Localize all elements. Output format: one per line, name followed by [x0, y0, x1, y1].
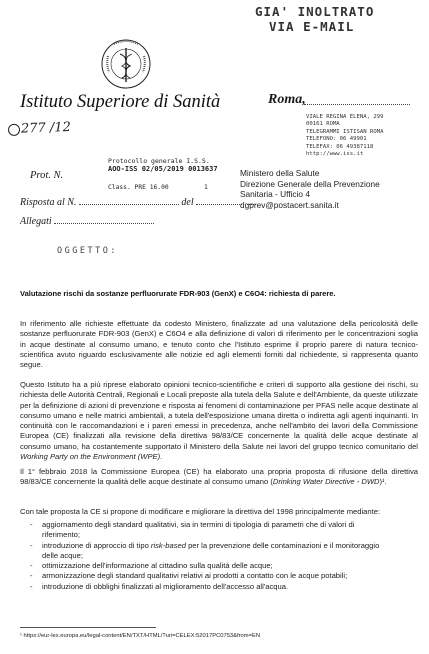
- attachments-line: [54, 221, 154, 224]
- footnote: ¹ https://eur-lex.europa.eu/legal-content/EN/TXT/HTML/?uri=CELEX:52017PC0753&from=EN: [20, 633, 261, 639]
- paragraph-2: Questo Istituto ha a più riprese elaborato opinioni tecnico-scientifiche e criteri di supporto alla gestione dei rischi, su richiesta delle Autorità Centrali, Regionali e Locali preposte alla tutela della Salute e dell'Ambiente, da queste utilizzate per la definizione di azioni di prevenzione e risposta ai fenomeni di contaminazione per PFAS nelle acque destinate al consumo umano e nelle matrici ambientali, a tutela dell'esposizione umana diretta o indiretta agli agenti inquinanti. In continuità con le raccomandazioni e i pareri emessi in precedenza, anche nell'ambito dei lavori della Commissione Europea (CE) finalizzati alla revisione della direttiva 98/83/CE concernente la qualità delle acque destinate al consumo umano, ha costantemente supportato il Ministero della Salute nei lavori del gruppo tecnico comunitario del Working Party on the Environment (WPE).: [20, 380, 418, 462]
- list-item: - armonizzazione degli standard qualitativi relativi ai prodotti a contatto con le acque potabili;: [30, 571, 420, 581]
- reply-reference: Risposta al N. del: [20, 197, 256, 208]
- list-item: - introduzione di approccio di tipo risk-based per la prevenzione delle contaminazioni e il monitoraggio: [30, 541, 420, 551]
- institute-name: Istituto Superiore di Sanità: [20, 92, 221, 112]
- recipient-block: Ministero della Salute Direzione Generale della Prevenzione Sanitaria - Ufficio 4 dgprev@postacert.sanita.it: [240, 168, 380, 211]
- list-item: - introduzione di obblighi finalizzati al miglioramento dell'accesso all'acqua.: [30, 582, 420, 592]
- list-item: - ottimizzazione dell'informazione al cittadino sulla qualità delle acque;: [30, 561, 420, 571]
- iss-seal-icon: [100, 36, 152, 94]
- date-line: [304, 104, 410, 105]
- protocol-label: Prot. N.: [30, 170, 64, 181]
- subject-label: OGGETTO:: [57, 246, 118, 256]
- list-item: - aggiornamento degli standard qualitativi, sia in termini di tipologia di parametri che di valori di: [30, 520, 420, 530]
- attachments-field: Allegati: [20, 216, 154, 227]
- institute-address: VIALE REGINA ELENA, 299 00161 ROMA TELEGRAMMI ISTISAN ROMA TELEFONO: 06 49901 TELEFAX: 06 49387118 http://www.iss.it: [306, 114, 384, 158]
- forwarded-stamp: GIA' INOLTRATO VIA E-MAIL: [255, 4, 375, 34]
- list-item-continuation: delle acque;: [42, 550, 83, 560]
- list-item-continuation: riferimento;: [42, 530, 80, 540]
- subject-text: Valutazione rischi da sostanze perfluorurate FDR-903 (GenX) e C6O4: richiesta di parere.: [20, 289, 336, 298]
- paragraph-1: In riferimento alle richieste effettuate da codesto Ministero, finalizzate ad una valutazione della pericolosità delle sostanze perfluorurate FDR-903 (GenX) e C6O4 e alla definizione di valori di riferimento per le concentrazioni soglia in acque destinate al consumo umano, e tenuto conto che l'Istituto esprime il proprio parere di natura tecnico-scientifica avuto riguardo esclusivamente alle notizie ed agli elementi forniti dal richiedente, si rappresenta quanto segue.: [20, 319, 418, 370]
- paragraph-4: Con tale proposta la CE si propone di modificare e migliorare la direttiva del 1998 principalmente mediante:: [20, 507, 381, 516]
- handwritten-note: 277 /12: [8, 120, 71, 137]
- protocol-stamp: Protocollo generale I.S.S. AOO-ISS 02/05/2019 0013637 Class. PRE 16.00 1: [108, 157, 218, 191]
- paragraph-3: Il 1° febbraio 2018 la Commissione Europea (CE) ha elaborato una propria proposta di rifusione della direttiva 98/83/CE concernente la qualità delle acque destinate al consumo umano (Drinking Water Directive - DWD)¹.: [20, 467, 418, 487]
- footnote-divider: [20, 627, 156, 628]
- reply-date-line: [196, 202, 256, 205]
- reply-number-line: [79, 202, 179, 205]
- measures-list: [30, 520, 420, 592]
- city-label: Roma,: [268, 92, 306, 107]
- circle-mark-icon: [8, 123, 20, 135]
